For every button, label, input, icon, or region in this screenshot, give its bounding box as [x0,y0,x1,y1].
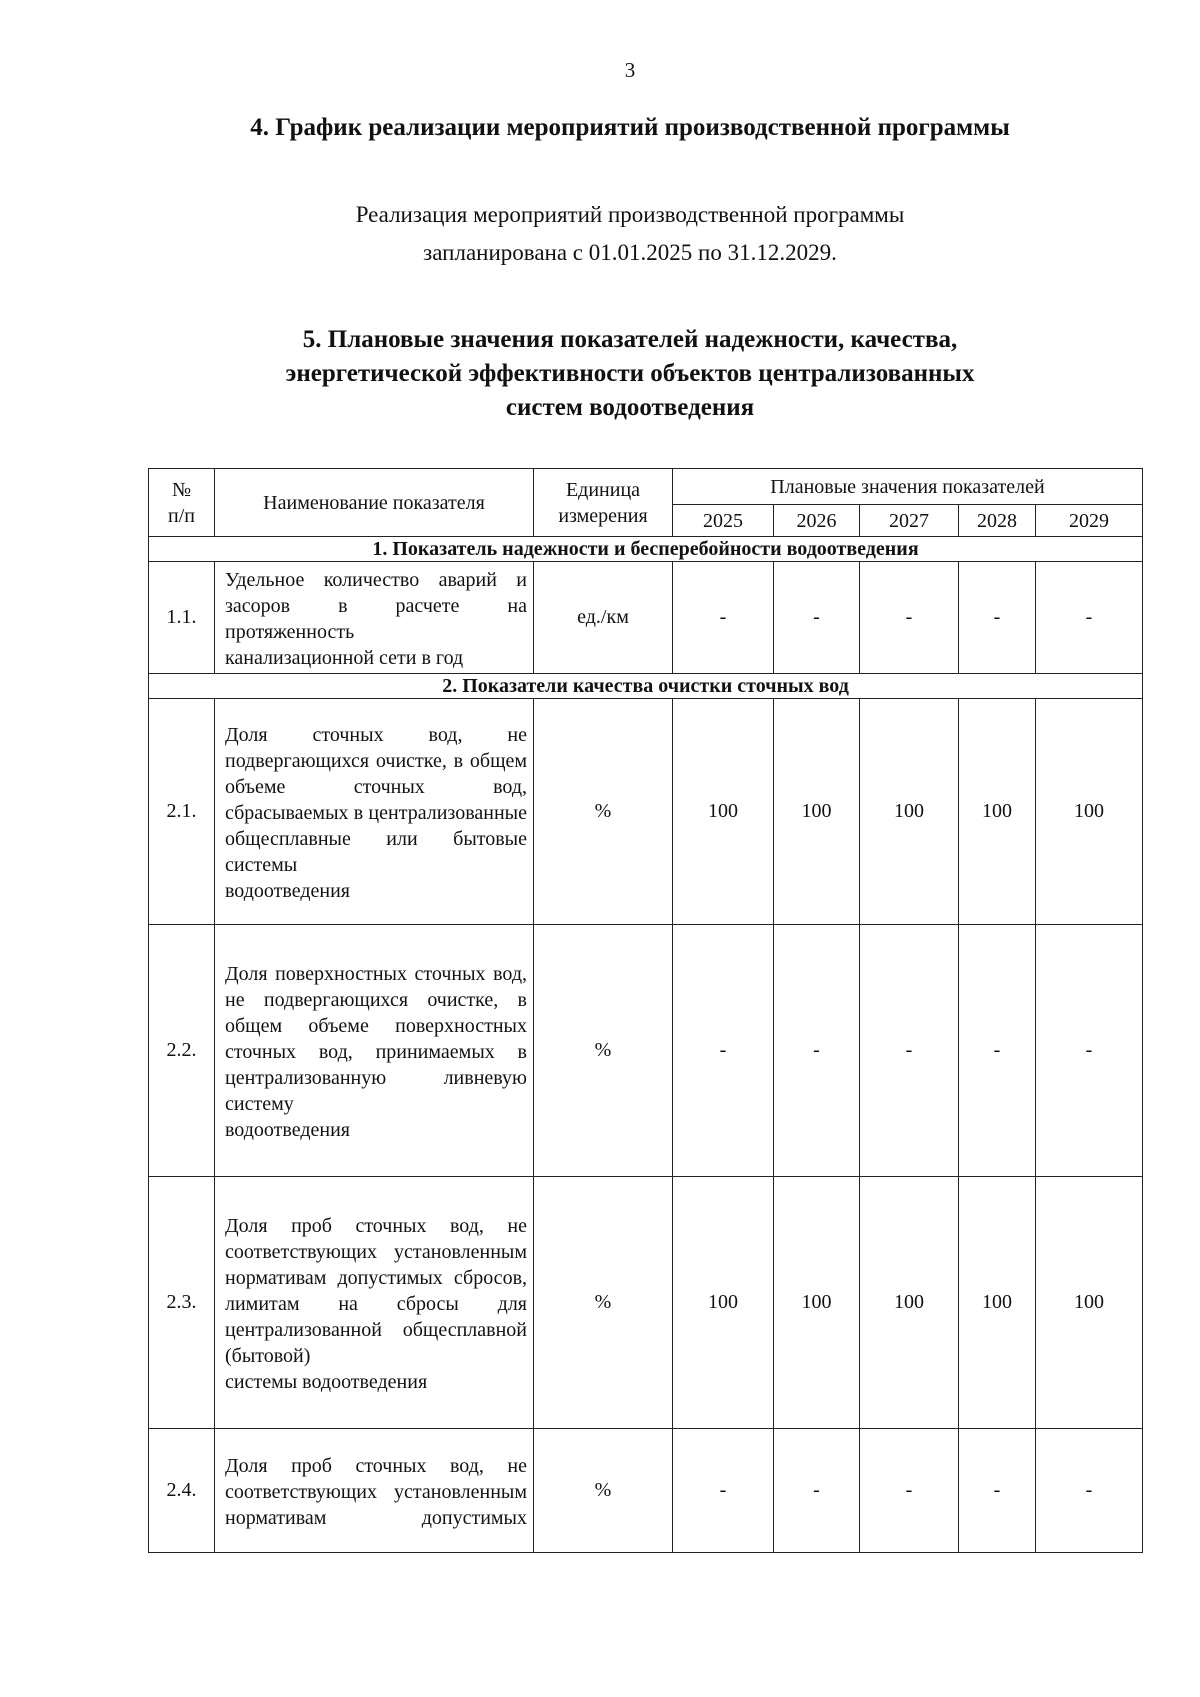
indicator-name-line: сбрасываемых в [225,802,364,824]
value-cell: - [1036,925,1143,1177]
value-cell: 100 [673,699,774,925]
section-4-title: 4. График реализации мероприятий производственной программы [250,114,1010,141]
indicator-name-line: подвергающихся очистке, в [263,989,528,1011]
value-cell: - [673,1429,774,1553]
indicator-name-line: ливневую систему [225,1067,527,1115]
indicator-name-line: сбросов, лимитам на [225,1267,528,1315]
row-number: 2.3. [149,1177,215,1429]
indicator-name-line: общесплавной (бытовой) [225,1319,527,1367]
unit-cell: % [534,925,673,1177]
header-year: 2026 [774,505,860,537]
section-5-title [150,323,1110,425]
header-number-line-2: п/п [168,504,195,527]
section-4-text-line-1: Реализация мероприятий производственной программы [355,202,905,227]
value-cell: - [860,1429,959,1553]
header-year: 2025 [673,505,774,537]
indicator-name-line: Доля сточных вод, не [225,724,527,746]
value-cell: - [1036,562,1143,674]
indicator-name-line: водоотведения [225,880,350,902]
indicator-name-line: Доля проб сточных вод, не [225,1215,527,1237]
unit-cell: ед./км [534,562,673,674]
header-year: 2029 [1036,505,1143,537]
unit-cell: % [534,1429,673,1553]
value-cell: - [959,925,1036,1177]
indicator-name-line: сбросы для [396,1293,527,1315]
value-cell: - [860,925,959,1177]
value-cell: - [774,1429,860,1553]
indicator-name-line: Доля проб сточных вод, не [225,1455,527,1477]
indicator-name-line: Удельное количество [225,569,420,591]
row-number: 1.1. [149,562,215,674]
indicator-name [215,1429,534,1553]
value-cell: 100 [1036,699,1143,925]
indicator-name-line: централизованной [225,1319,382,1341]
indicator-name [215,699,534,925]
indicators-table [148,468,1143,1553]
value-cell: 100 [673,1177,774,1429]
indicator-name-line: аварий и засоров в расчете [225,569,527,617]
value-cell: 100 [959,699,1036,925]
section-4-text-line-2: запланирована с 01.01.2025 по 31.12.2029. [423,240,837,265]
indicator-name [215,1177,534,1429]
indicator-name-line: установленным [394,1481,527,1503]
value-cell: 100 [860,699,959,925]
indicator-name-line: бытовые системы [225,828,527,876]
table-row [149,925,1143,1177]
indicator-name-line: общем объеме [225,1015,369,1037]
value-cell: 100 [1036,1177,1143,1429]
indicator-name-line: системы водоотведения [225,1371,428,1393]
value-cell: - [959,562,1036,674]
page-number: 3 [624,58,636,82]
indicator-name-line: поверхностных сточных [225,1015,527,1063]
section-5-title-line-3: систем водоотведения [505,394,755,421]
indicator-name-line: централизованную [225,1067,387,1089]
header-unit-line-1: Единица [565,478,641,501]
value-cell: - [860,562,959,674]
value-cell: - [673,562,774,674]
value-cell: 100 [774,699,860,925]
indicator-name-line: нормативам допустимых [225,1507,527,1529]
table-row [149,562,1143,674]
header-number [149,469,215,537]
value-cell: 100 [774,1177,860,1429]
indicator-name-line: на протяженность [225,595,527,643]
indicator-name-line: водоотведения [225,1119,350,1141]
table-row [149,699,1143,925]
indicator-name-line: соответствующих [225,1481,377,1503]
value-cell: 100 [959,1177,1036,1429]
section-5-title-line-1: 5. Плановые значения показателей надежности, качества, [302,326,958,353]
header-unit [534,469,673,537]
value-cell: - [1036,1429,1143,1553]
value-cell: - [959,1429,1036,1553]
header-unit-line-2: измерения [558,504,648,527]
unit-cell: % [534,1177,673,1429]
indicator-name-line: соответствующих [225,1241,377,1263]
indicator-name-line: сточных вод, не [225,963,527,1011]
header-year: 2028 [959,505,1036,537]
table-row [149,1177,1143,1429]
indicator-name [215,925,534,1177]
indicator-name-line: канализационной сети в год [225,647,464,669]
indicator-name-line: общем объеме сточных вод, [225,750,528,798]
header-indicator-name: Наименование показателя [215,469,534,537]
value-cell: - [774,562,860,674]
section-row-reliability: 1. Показатель надежности и бесперебойности водоотведения [149,537,1143,562]
indicator-name-line: нормативам допустимых [225,1267,443,1289]
header-year: 2027 [860,505,959,537]
value-cell: - [774,925,860,1177]
value-cell: - [673,925,774,1177]
value-cell: 100 [860,1177,959,1429]
indicator-name [215,562,534,674]
header-number-line-1: № [171,478,192,501]
row-number: 2.4. [149,1429,215,1553]
indicator-name-line: вод, принимаемых в [318,1041,528,1063]
section-4-text [150,196,1110,272]
indicator-name-line: общесплавные или [225,828,418,850]
indicator-name-line: Доля поверхностных [225,963,407,985]
indicator-name-line: установленным [394,1241,527,1263]
indicator-name-line: подвергающихся очистке, в [225,750,464,772]
section-row-quality: 2. Показатели качества очистки сточных вод [149,674,1143,699]
unit-cell: % [534,699,673,925]
section-5-title-line-2: энергетической эффективности объектов централизованных [285,360,975,387]
table-row [149,1429,1143,1553]
row-number: 2.1. [149,699,215,925]
indicator-name-line: централизованные [368,802,527,824]
header-planned-values: Плановые значения показателей [673,469,1143,505]
row-number: 2.2. [149,925,215,1177]
